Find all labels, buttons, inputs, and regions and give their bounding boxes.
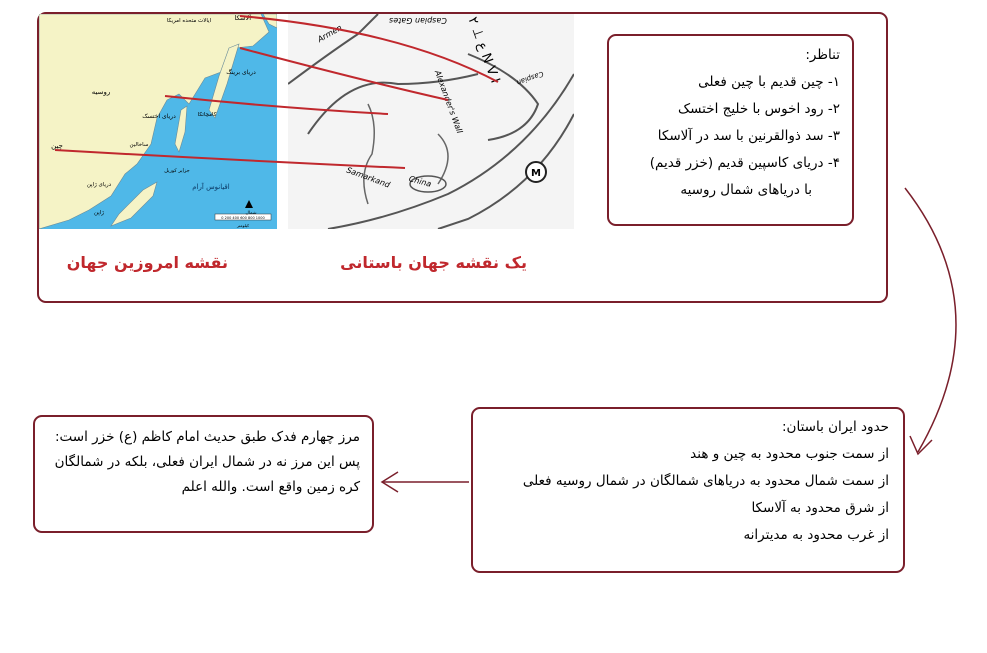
borders-title: حدود ایران باستان: (782, 419, 889, 435)
northern-border-note (33, 415, 374, 533)
label-russia: روسیه (91, 88, 111, 96)
legend-item: با دریاهای شمال روسیه (680, 182, 812, 198)
label-sakhalin: ساخالین (129, 142, 149, 148)
legend-item: ٢- رود اخوس با خلیج اختسک (678, 101, 840, 117)
label-japan: ژاپن (94, 210, 104, 216)
label-km: کیلومتر (236, 223, 250, 228)
label-map-marks: ع ⊥ ٢ N V I (464, 15, 503, 86)
label-armenia: Armen (316, 23, 344, 45)
label-alexanders-wall: Alexander's Wall (432, 69, 465, 135)
ancient-map-caption: یک نقشه جهان باستانی (340, 253, 527, 272)
label-china-ancient: China (407, 174, 433, 189)
border-item: از سمت شمال محدود به دریاهای شمالگان در شمال روسیه فعلی (522, 473, 889, 489)
flow-arrow-curve (905, 188, 956, 452)
arrowhead-icon (382, 472, 398, 492)
legend-title: تناظر: (805, 47, 840, 63)
label-north: شمال (245, 211, 257, 216)
legend-item: ١- چین قدیم با چین فعلی (698, 74, 840, 90)
label-caspian: Caspian (515, 69, 545, 87)
label-china: چین (51, 142, 63, 150)
label-samarkand: Samarkand (345, 165, 392, 190)
note-line: پس این مرز نه در شمال ایران فعلی، بلکه در شمالگان (54, 454, 360, 470)
border-item: از شرق محدود به آلاسکا (751, 500, 889, 516)
legend-item: ٣- سد ذوالقرنین با سد در آلاسکا (657, 128, 840, 144)
arrowhead-icon (910, 436, 932, 454)
label-alaska: آلاسکا (234, 14, 251, 22)
label-japan-sea: دریای ژاپن (86, 182, 112, 188)
label-pacific: اقیانوس آرام (192, 183, 230, 191)
ancient-iran-borders (471, 407, 905, 573)
label-bering-sea: دریای برینگ (226, 69, 256, 76)
label-okhotsk: دریای اختسک (142, 113, 176, 120)
border-item: از سمت جنوب محدود به چین و هند (690, 446, 889, 462)
note-line: مرز چهارم فدک طبق حدیث امام کاظم (ع) خزر است: (54, 429, 360, 445)
label-scale: 0 200 400 600 800 1000 (221, 216, 265, 220)
border-item: از غرب محدود به مدیترانه (743, 527, 889, 543)
compass-letter: M (531, 168, 541, 179)
ancient-world-map (288, 14, 574, 229)
legend-item: ۴- دریای کاسپین قدیم (خزر قدیم) (649, 155, 840, 171)
modern-map-caption: نقشه امروزین جهان (66, 253, 228, 272)
modern-world-map (39, 14, 277, 229)
ancient-map-paper (288, 14, 574, 229)
note-line: کره زمین واقع است. والله اعلم (181, 479, 360, 495)
label-kamchatka: کامچاتکا (197, 112, 217, 118)
label-caspian-gates: Caspian Gates (389, 16, 447, 25)
label-usa: ایالات متحده امریکا (166, 18, 212, 24)
correspondence-legend (607, 34, 854, 226)
label-kuril: جزایر کوریل (164, 168, 190, 174)
